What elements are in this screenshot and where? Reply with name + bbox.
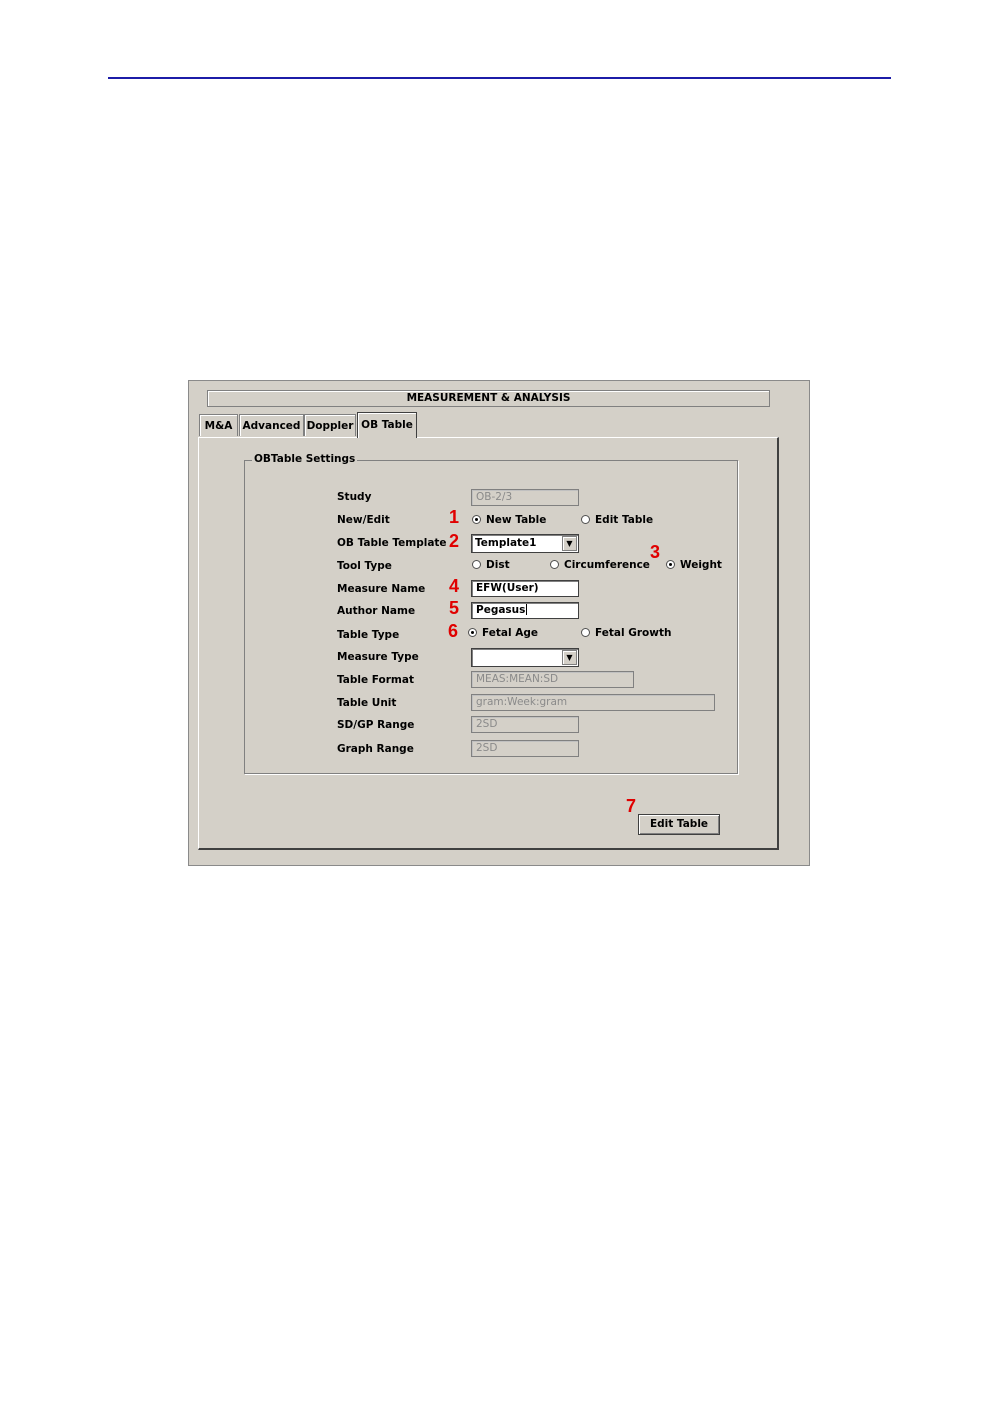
label-table-format: Table Format [337,674,414,686]
label-tool-type: Tool Type [337,560,392,572]
tab-m-and-a[interactable]: M&A [199,414,238,436]
tab-advanced[interactable]: Advanced [239,414,304,436]
radio-label: New Table [486,514,547,526]
radio-label: Weight [680,559,722,571]
radio-label: Dist [486,559,510,571]
label-table-unit: Table Unit [337,697,397,709]
callout-3: 3 [650,542,661,562]
radio-dist[interactable] [472,559,510,571]
chevron-down-icon[interactable]: ▼ [562,536,577,551]
callout-7: 7 [626,796,637,816]
label-study: Study [337,491,372,503]
label-author-name: Author Name [337,605,416,617]
ob-table-template-select[interactable] [471,534,579,553]
callout-4: 4 [449,576,460,596]
radio-dot-selected [666,560,675,569]
author-name-input[interactable] [471,602,579,619]
ob-table-panel [198,437,779,850]
radio-label: Fetal Growth [595,627,672,639]
label-measure-name: Measure Name [337,583,426,595]
graph-range-field: 2SD [471,740,579,757]
radio-fetal-growth[interactable] [581,627,671,639]
radio-edit-table[interactable] [581,514,653,526]
callout-6: 6 [448,621,459,641]
label-sd-gp-range: SD/GP Range [337,719,415,731]
radio-dot-selected [472,515,481,524]
radio-label: Circumference [564,559,650,571]
radio-new-table[interactable] [472,514,546,526]
measure-type-select[interactable] [471,648,579,667]
measure-name-input[interactable]: EFW(User) [471,580,579,597]
radio-dot-selected [468,628,477,637]
label-ob-table-template: OB Table Template [337,537,447,549]
page-header-rule [108,77,891,79]
edit-table-button[interactable]: Edit Table [638,814,720,835]
label-graph-range: Graph Range [337,743,414,755]
tab-ob-table[interactable]: OB Table [357,412,417,438]
radio-label: Fetal Age [482,627,538,639]
study-field: OB-2/3 [471,489,579,506]
obtable-settings-group [244,453,738,774]
label-measure-type: Measure Type [337,651,419,663]
measurement-analysis-window [188,380,810,866]
tab-doppler[interactable]: Doppler [304,414,356,436]
radio-fetal-age[interactable] [468,627,538,639]
callout-1: 1 [449,507,460,527]
radio-weight[interactable] [666,559,722,571]
callout-5: 5 [449,598,460,618]
radio-dot [550,560,559,569]
window-title: MEASUREMENT & ANALYSIS [207,390,770,407]
radio-dot [581,628,590,637]
label-new-edit: New/Edit [337,514,390,526]
radio-dot [581,515,590,524]
select-value: Template1 [475,537,537,549]
text-cursor [526,604,527,615]
radio-dot [472,560,481,569]
table-format-field: MEAS:MEAN:SD [471,671,634,688]
group-title: OBTable Settings [254,453,356,465]
callout-2: 2 [449,531,460,551]
radio-circumference[interactable] [550,559,650,571]
radio-label: Edit Table [595,514,654,526]
label-table-type: Table Type [337,629,400,641]
table-unit-field: gram:Week:gram [471,694,715,711]
chevron-down-icon[interactable]: ▼ [562,650,577,665]
sd-gp-range-field: 2SD [471,716,579,733]
author-name-value: Pegasus [476,604,526,616]
